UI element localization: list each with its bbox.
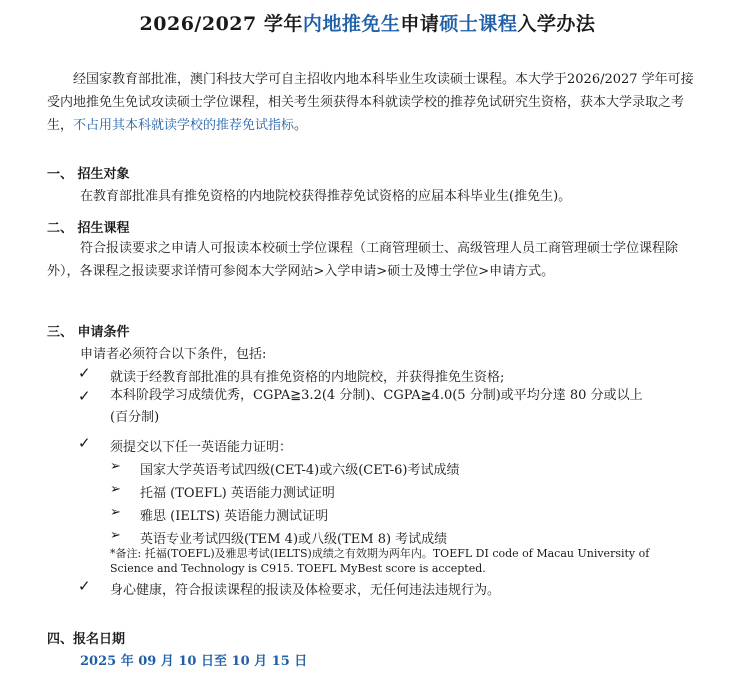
arrow-bullet-icon: ➢ [110, 482, 121, 497]
condition-item: 本科阶段学习成绩优秀，CGPA≧3.2(4 分制)、CGPA≧4.0(5 分制)或平均分達 80 分或以上(百分制) [110, 388, 643, 425]
title-text-1: 申请 [400, 13, 440, 35]
english-option: 英语专业考试四级(TEM 4)或八级(TEM 8) 考试成绩 [140, 532, 448, 547]
intro-highlight: 不占用其本科就读学校的推荐免试指标 [73, 118, 295, 133]
condition-item: 身心健康，符合报读课程的报读及体检要求，无任何违法违规行为。 [110, 583, 501, 598]
intro-end: 。 [294, 118, 308, 133]
section-3-heading: 三、 申请条件 [47, 325, 130, 340]
section-1-heading: 一、 招生对象 [47, 167, 130, 182]
title-year: 2026/2027 学年 [139, 13, 303, 35]
arrow-bullet-icon: ➢ [110, 528, 121, 543]
title-text-2: 入学办法 [517, 13, 596, 35]
english-option: 雅思 (IELTS) 英语能力测试证明 [140, 509, 329, 524]
section-3-lead: 申请者必须符合以下条件，包括: [80, 347, 267, 362]
intro-paragraph [47, 68, 697, 137]
title-highlight-1: 内地推免生 [302, 13, 401, 35]
page-title [0, 9, 735, 36]
condition-item: 须提交以下任一英语能力证明： [110, 440, 293, 455]
section-1-body: 在教育部批准具有推免资格的内地院校获得推荐免试资格的应届本科毕业生(推免生)。 [80, 189, 572, 204]
intro-text: 经国家教育部批准，澳门科技大学可自主招收内地本科毕业生攻读硕士课程。本大学于2026/2027 学年可接受内地推免生免试攻读硕士学位课程，相关考生须获得本科就读学校的推荐免试研究生资格，获本大学录取之考生， [47, 72, 694, 133]
english-option: 托福 (TOEFL) 英语能力测试证明 [140, 486, 335, 501]
checkmark-icon: ✓ [78, 434, 91, 452]
checkmark-icon: ✓ [78, 577, 91, 595]
english-option: 国家大学英语考试四级(CET-4)或六级(CET-6)考试成绩 [140, 463, 460, 478]
condition-item: 就读于经教育部批准的具有推免资格的内地院校，并获得推免生资格; [110, 370, 505, 385]
arrow-bullet-icon: ➢ [110, 505, 121, 520]
section-4-heading: 四、报名日期 [47, 632, 126, 647]
section-2-heading: 二、 招生课程 [47, 221, 130, 236]
checkmark-icon: ✓ [78, 387, 91, 405]
title-highlight-2: 硕士课程 [439, 13, 518, 35]
arrow-bullet-icon: ➢ [110, 459, 121, 474]
checkmark-icon: ✓ [78, 364, 91, 382]
section-2-body: 符合报读要求之申请人可报读本校硕士学位课程（工商管理硕士、高级管理人员工商管理硕士学位课程除外），各课程之报读要求详情可参阅本大学网站>入学申请>硕士及博士学位>申请方式。 [47, 241, 679, 279]
application-date: 2025 年 09 月 10 日至 10 月 15 日 [80, 654, 308, 669]
english-note: *备注: 托福(TOEFL)及雅思考试(IELTS)成绩之有效期为两年内。TOEFL DI code of Macau University of Science and Technology is C915. TOEFL MyBest score is accepted. [110, 547, 650, 575]
